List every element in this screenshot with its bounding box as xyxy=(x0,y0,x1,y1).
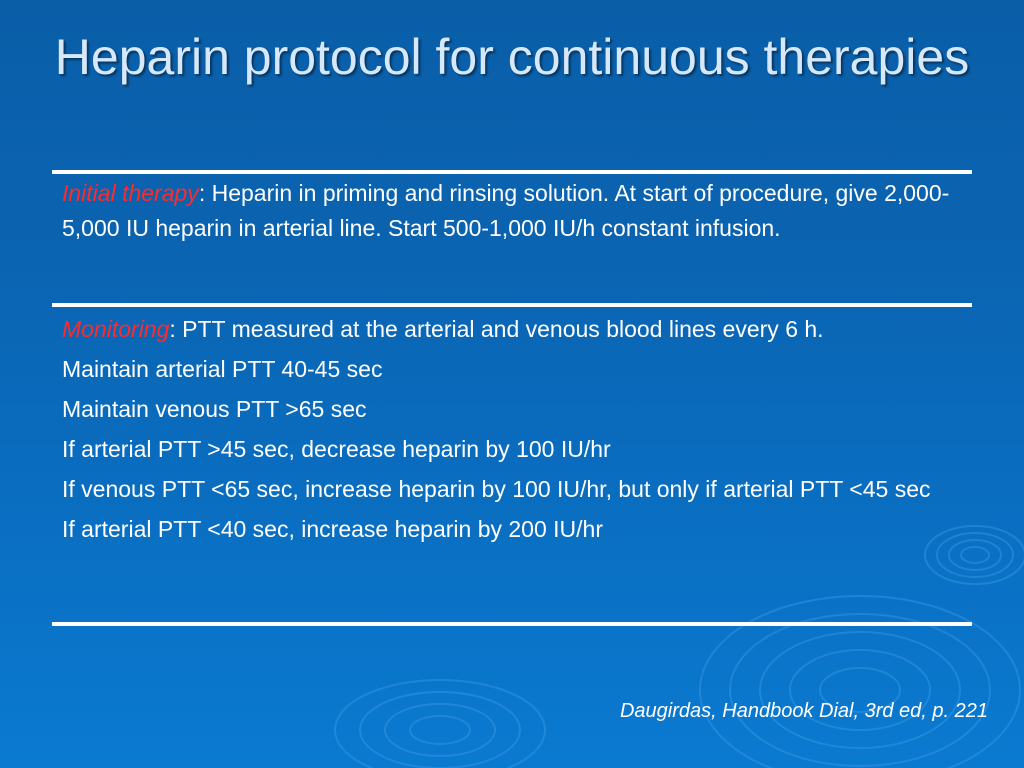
initial-therapy-text: Heparin in priming and rinsing solution. At start of procedure, give 2,000-5,000 IU heparin in arterial line. Start 500-1,000 IU/h constant infusion. xyxy=(62,180,950,241)
monitoring-item: If venous PTT <65 sec, increase heparin by 100 IU/hr, but only if arterial PTT <45 sec xyxy=(62,476,931,502)
initial-therapy-section xyxy=(62,176,958,246)
monitoring-item: If arterial PTT >45 sec, decrease heparin by 100 IU/hr xyxy=(62,436,611,462)
divider-bottom xyxy=(52,622,972,626)
monitoring-section xyxy=(62,312,958,547)
citation: Daugirdas, Handbook Dial, 3rd ed, p. 221 xyxy=(619,700,988,722)
divider-middle xyxy=(52,303,972,307)
monitoring-separator: : xyxy=(169,316,176,342)
monitoring-paragraph xyxy=(62,312,958,347)
monitoring-item: Maintain venous PTT >65 sec xyxy=(62,396,367,422)
monitoring-item: Maintain arterial PTT 40-45 sec xyxy=(62,356,383,382)
slide-title: Heparin protocol for continuous therapies xyxy=(54,29,970,85)
divider-top xyxy=(52,170,972,174)
initial-therapy-paragraph xyxy=(62,176,958,246)
initial-therapy-label: Initial therapy xyxy=(62,180,199,206)
initial-therapy-separator: : xyxy=(198,180,206,206)
monitoring-item: If arterial PTT <40 sec, increase heparin by 200 IU/hr xyxy=(62,516,603,542)
monitoring-text: PTT measured at the arterial and venous blood lines every 6 h. xyxy=(175,316,824,342)
monitoring-label: Monitoring xyxy=(62,316,170,342)
